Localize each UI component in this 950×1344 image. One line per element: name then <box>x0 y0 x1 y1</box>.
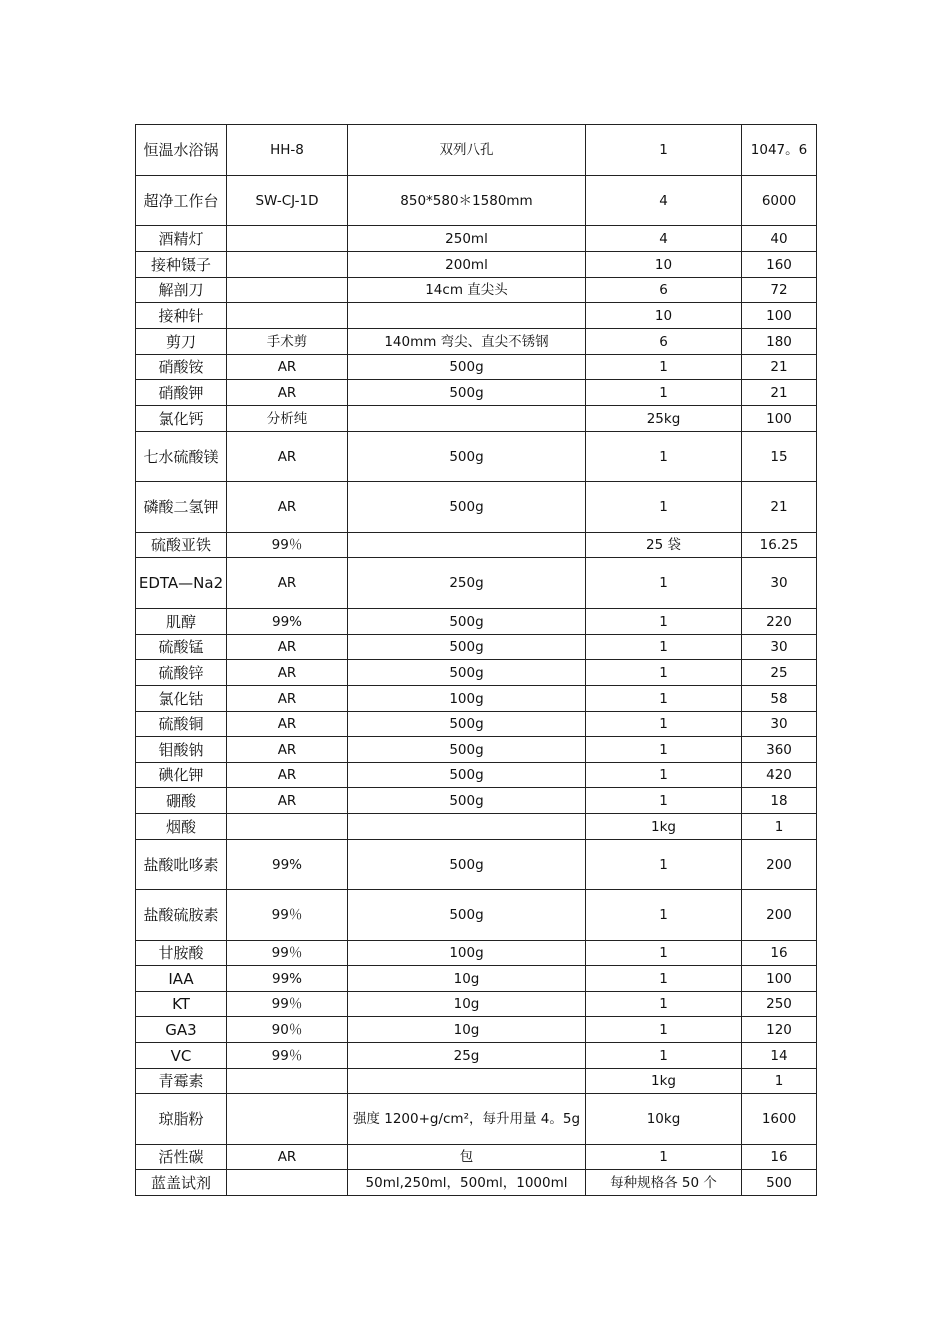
spec-cell: AR <box>227 482 348 533</box>
spec-cell <box>227 278 348 303</box>
table-row <box>136 635 817 660</box>
quantity-cell: 1 <box>586 482 742 533</box>
description-cell: 双列八孔 <box>348 125 586 176</box>
spec-cell <box>227 1170 348 1196</box>
spec-cell: SW-CJ-1D <box>227 176 348 226</box>
description-cell: 250g <box>348 558 586 609</box>
table-row <box>136 533 817 558</box>
description-cell <box>348 406 586 432</box>
spec-cell: 99% <box>227 840 348 890</box>
description-cell: 强度 1200+g/cm²，每升用量 4。5g <box>348 1094 586 1145</box>
description-cell: 500g <box>348 712 586 737</box>
table-row <box>136 992 817 1017</box>
spec-cell: AR <box>227 432 348 482</box>
quantity-cell: 10kg <box>586 1094 742 1145</box>
price-cell: 6000 <box>742 176 817 226</box>
table-row <box>136 686 817 712</box>
item-name-cell: VC <box>136 1043 227 1069</box>
quantity-cell: 10 <box>586 303 742 329</box>
spec-cell: 99％ <box>227 1043 348 1069</box>
item-name-cell: 琼脂粉 <box>136 1094 227 1145</box>
table-row <box>136 1043 817 1069</box>
item-name-cell: EDTA—Na2 <box>136 558 227 609</box>
item-name-cell: 磷酸二氢钾 <box>136 482 227 533</box>
item-name-cell: 硝酸铵 <box>136 355 227 380</box>
spec-cell: AR <box>227 686 348 712</box>
quantity-cell: 10 <box>586 252 742 278</box>
price-cell: 30 <box>742 558 817 609</box>
quantity-cell: 25kg <box>586 406 742 432</box>
description-cell: 500g <box>348 355 586 380</box>
item-name-cell: 青霉素 <box>136 1069 227 1094</box>
description-cell: 包 <box>348 1145 586 1170</box>
item-name-cell: GA3 <box>136 1017 227 1043</box>
item-name-cell: 接种镊子 <box>136 252 227 278</box>
description-cell: 250ml <box>348 226 586 252</box>
quantity-cell: 1kg <box>586 1069 742 1094</box>
price-cell: 200 <box>742 890 817 941</box>
quantity-cell: 1 <box>586 763 742 788</box>
table-row <box>136 966 817 992</box>
item-name-cell: 超净工作台 <box>136 176 227 226</box>
price-cell: 16.25 <box>742 533 817 558</box>
table-row <box>136 303 817 329</box>
description-cell: 850*580＊1580mm <box>348 176 586 226</box>
table-row <box>136 890 817 941</box>
item-name-cell: 盐酸硫胺素 <box>136 890 227 941</box>
item-name-cell: 碘化钾 <box>136 763 227 788</box>
price-cell: 420 <box>742 763 817 788</box>
price-cell: 200 <box>742 840 817 890</box>
table-row <box>136 712 817 737</box>
spec-cell: 99％ <box>227 533 348 558</box>
quantity-cell: 25 袋 <box>586 533 742 558</box>
spec-cell: AR <box>227 558 348 609</box>
price-cell: 30 <box>742 635 817 660</box>
price-cell: 1600 <box>742 1094 817 1145</box>
quantity-cell: 1 <box>586 609 742 635</box>
spec-cell: 分析纯 <box>227 406 348 432</box>
table-row <box>136 1094 817 1145</box>
item-name-cell: IAA <box>136 966 227 992</box>
table-row <box>136 278 817 303</box>
quantity-cell: 1 <box>586 1145 742 1170</box>
spec-cell: AR <box>227 712 348 737</box>
spec-cell <box>227 252 348 278</box>
quantity-cell: 1 <box>586 890 742 941</box>
table-row <box>136 840 817 890</box>
spec-cell: AR <box>227 380 348 406</box>
description-cell: 500g <box>348 432 586 482</box>
spec-cell: 99％ <box>227 992 348 1017</box>
spec-cell: AR <box>227 660 348 686</box>
spec-cell: AR <box>227 635 348 660</box>
description-cell: 10g <box>348 992 586 1017</box>
price-cell: 250 <box>742 992 817 1017</box>
table-row <box>136 1170 817 1196</box>
table-row <box>136 329 817 355</box>
table-row <box>136 226 817 252</box>
price-cell: 1 <box>742 814 817 840</box>
quantity-cell: 1 <box>586 966 742 992</box>
description-cell: 500g <box>348 737 586 763</box>
table-row <box>136 763 817 788</box>
item-name-cell: KT <box>136 992 227 1017</box>
price-cell: 1 <box>742 1069 817 1094</box>
price-cell: 15 <box>742 432 817 482</box>
description-cell: 100g <box>348 686 586 712</box>
quantity-cell: 1 <box>586 355 742 380</box>
description-cell: 500g <box>348 635 586 660</box>
item-name-cell: 恒温水浴锅 <box>136 125 227 176</box>
price-cell: 1047。6 <box>742 125 817 176</box>
item-name-cell: 酒精灯 <box>136 226 227 252</box>
price-cell: 100 <box>742 303 817 329</box>
table-row <box>136 814 817 840</box>
price-cell: 360 <box>742 737 817 763</box>
spec-cell <box>227 226 348 252</box>
quantity-cell: 1 <box>586 125 742 176</box>
table-row <box>136 1017 817 1043</box>
price-cell: 100 <box>742 406 817 432</box>
price-cell: 30 <box>742 712 817 737</box>
spec-cell <box>227 1069 348 1094</box>
item-name-cell: 硼酸 <box>136 788 227 814</box>
quantity-cell: 1 <box>586 840 742 890</box>
price-cell: 58 <box>742 686 817 712</box>
spec-cell: 99％ <box>227 941 348 966</box>
item-name-cell: 氯化钴 <box>136 686 227 712</box>
item-name-cell: 烟酸 <box>136 814 227 840</box>
description-cell: 500g <box>348 840 586 890</box>
item-name-cell: 硫酸锌 <box>136 660 227 686</box>
table-row <box>136 380 817 406</box>
price-cell: 18 <box>742 788 817 814</box>
quantity-cell: 1 <box>586 788 742 814</box>
description-cell: 500g <box>348 763 586 788</box>
quantity-cell: 1kg <box>586 814 742 840</box>
quantity-cell: 每种规格各 50 个 <box>586 1170 742 1196</box>
price-cell: 500 <box>742 1170 817 1196</box>
spec-cell: 99％ <box>227 890 348 941</box>
spec-cell: AR <box>227 788 348 814</box>
description-cell: 14cm 直尖头 <box>348 278 586 303</box>
price-cell: 16 <box>742 1145 817 1170</box>
item-name-cell: 甘胺酸 <box>136 941 227 966</box>
quantity-cell: 1 <box>586 992 742 1017</box>
description-cell: 25g <box>348 1043 586 1069</box>
item-name-cell: 盐酸吡哆素 <box>136 840 227 890</box>
quantity-cell: 1 <box>586 380 742 406</box>
quantity-cell: 1 <box>586 941 742 966</box>
quantity-cell: 1 <box>586 712 742 737</box>
item-name-cell: 解剖刀 <box>136 278 227 303</box>
description-cell: 100g <box>348 941 586 966</box>
table-row <box>136 737 817 763</box>
spec-cell: 99% <box>227 966 348 992</box>
price-cell: 100 <box>742 966 817 992</box>
table-row <box>136 406 817 432</box>
spec-cell: AR <box>227 737 348 763</box>
table-row <box>136 432 817 482</box>
item-name-cell: 钼酸钠 <box>136 737 227 763</box>
item-name-cell: 活性碳 <box>136 1145 227 1170</box>
description-cell <box>348 814 586 840</box>
spec-cell: 90％ <box>227 1017 348 1043</box>
table-row <box>136 609 817 635</box>
quantity-cell: 6 <box>586 329 742 355</box>
table-row <box>136 176 817 226</box>
description-cell: 500g <box>348 482 586 533</box>
price-cell: 220 <box>742 609 817 635</box>
equipment-reagent-table <box>135 124 817 1196</box>
price-cell: 180 <box>742 329 817 355</box>
description-cell: 500g <box>348 890 586 941</box>
quantity-cell: 1 <box>586 1043 742 1069</box>
item-name-cell: 硫酸亚铁 <box>136 533 227 558</box>
quantity-cell: 4 <box>586 176 742 226</box>
spec-cell <box>227 814 348 840</box>
description-cell: 50ml,250ml，500ml，1000ml <box>348 1170 586 1196</box>
description-cell <box>348 533 586 558</box>
spec-cell <box>227 1094 348 1145</box>
spec-cell <box>227 303 348 329</box>
description-cell: 200ml <box>348 252 586 278</box>
price-cell: 120 <box>742 1017 817 1043</box>
table-row <box>136 482 817 533</box>
quantity-cell: 1 <box>586 558 742 609</box>
table-row <box>136 355 817 380</box>
spec-cell: HH-8 <box>227 125 348 176</box>
item-name-cell: 接种针 <box>136 303 227 329</box>
item-name-cell: 七水硫酸镁 <box>136 432 227 482</box>
table-row <box>136 1145 817 1170</box>
quantity-cell: 4 <box>586 226 742 252</box>
price-cell: 25 <box>742 660 817 686</box>
description-cell: 500g <box>348 609 586 635</box>
description-cell: 140mm 弯尖、直尖不锈钢 <box>348 329 586 355</box>
price-cell: 72 <box>742 278 817 303</box>
table-row <box>136 125 817 176</box>
quantity-cell: 6 <box>586 278 742 303</box>
description-cell: 500g <box>348 660 586 686</box>
spec-cell: AR <box>227 763 348 788</box>
table-row <box>136 1069 817 1094</box>
quantity-cell: 1 <box>586 660 742 686</box>
price-cell: 160 <box>742 252 817 278</box>
price-cell: 21 <box>742 355 817 380</box>
price-cell: 14 <box>742 1043 817 1069</box>
table-row <box>136 252 817 278</box>
quantity-cell: 1 <box>586 432 742 482</box>
table-body <box>136 125 817 1196</box>
item-name-cell: 蓝盖试剂 <box>136 1170 227 1196</box>
item-name-cell: 氯化钙 <box>136 406 227 432</box>
price-cell: 21 <box>742 380 817 406</box>
table-row <box>136 941 817 966</box>
item-name-cell: 肌醇 <box>136 609 227 635</box>
description-cell <box>348 1069 586 1094</box>
table-row <box>136 788 817 814</box>
quantity-cell: 1 <box>586 686 742 712</box>
price-cell: 16 <box>742 941 817 966</box>
table-row <box>136 660 817 686</box>
item-name-cell: 硝酸钾 <box>136 380 227 406</box>
spec-cell: AR <box>227 1145 348 1170</box>
quantity-cell: 1 <box>586 1017 742 1043</box>
spec-cell: 手术剪 <box>227 329 348 355</box>
description-cell: 10g <box>348 1017 586 1043</box>
item-name-cell: 硫酸锰 <box>136 635 227 660</box>
spec-cell: 99% <box>227 609 348 635</box>
price-cell: 21 <box>742 482 817 533</box>
spec-cell: AR <box>227 355 348 380</box>
description-cell <box>348 303 586 329</box>
description-cell: 500g <box>348 380 586 406</box>
quantity-cell: 1 <box>586 635 742 660</box>
description-cell: 500g <box>348 788 586 814</box>
quantity-cell: 1 <box>586 737 742 763</box>
price-cell: 40 <box>742 226 817 252</box>
item-name-cell: 剪刀 <box>136 329 227 355</box>
description-cell: 10g <box>348 966 586 992</box>
item-name-cell: 硫酸铜 <box>136 712 227 737</box>
table-row <box>136 558 817 609</box>
